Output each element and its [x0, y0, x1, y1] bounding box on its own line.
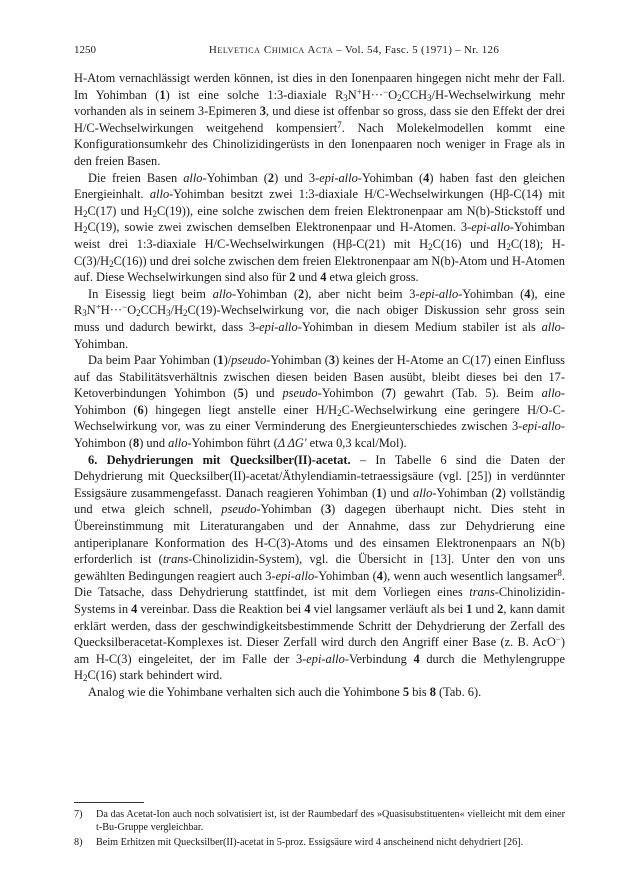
text-run: ) gewahrt (Tab. 5). Beim: [391, 386, 542, 401]
text-run: viel langsamer verläuft als bei: [310, 602, 467, 616]
compound-number: 2: [289, 270, 296, 285]
italic-term: epi-allo: [419, 286, 459, 301]
subscript: 3: [343, 92, 348, 103]
italic-term: pseudo: [221, 502, 257, 517]
text-run: bis: [409, 684, 430, 699]
text-run: -Chinolizidin-System), vgl. die Übersicht in [13]. Unter den von uns gewählten Bedingungen reagiert auch 3-: [74, 552, 565, 583]
journal-title: [144, 44, 564, 56]
italic-term: pseudo: [282, 386, 318, 401]
text-run: -Yohimban (: [458, 286, 525, 301]
compound-number: 2: [495, 485, 502, 500]
text-run: ) und: [243, 386, 283, 401]
compound-number: 1: [217, 353, 224, 368]
paragraph-4: [74, 352, 565, 452]
section-heading: 6. Dehydrierungen mit Quecksilber(II)-acetat.: [88, 452, 351, 467]
footnote-divider: [74, 802, 144, 803]
text-run: etwa gleich gross.: [326, 270, 419, 285]
text-run: etwa 0,3 kcal/Mol).: [306, 436, 407, 451]
text-run: (Tab. 6).: [435, 684, 482, 699]
italic-term: epi-allo: [522, 419, 561, 434]
text-run: -Yohimban.: [74, 319, 565, 351]
italic-term: epi-allo: [259, 319, 298, 334]
text-run: und: [295, 270, 321, 285]
compound-number: 5: [402, 684, 410, 699]
text-run: C(19)), eine solche zwischen dem freien Elektronenpaar am N(b)-Stickstoff und H: [74, 203, 565, 235]
subscript: 3: [82, 308, 87, 319]
compound-number: 6: [137, 402, 144, 417]
footnote-7: [74, 808, 565, 835]
text-run: C(19), sowie zwei zwischen demselben Elektronenpaar und H-Atomen. 3-: [87, 220, 472, 235]
paragraph-6: [74, 684, 565, 701]
text-run: C(16) stark behindert wird.: [87, 668, 223, 683]
subscript: 2: [82, 673, 88, 684]
compound-number: 4: [423, 170, 430, 185]
text-run: ) und: [382, 485, 413, 500]
text-run: -Yohimban (: [256, 502, 325, 517]
text-run: ) haben fast den gleichen Energieinhalt.: [74, 170, 566, 202]
compound-number: 7: [385, 386, 392, 401]
subscript: 3: [427, 92, 432, 103]
subscript: 2: [183, 308, 188, 319]
text-run: -Yohimban (: [266, 353, 329, 368]
text-run: -Verbindung: [344, 651, 414, 666]
text-run: ) hingegen liegt anstelle einer H/H: [143, 402, 338, 417]
paragraph-2: [74, 170, 565, 286]
compound-number: 3: [328, 353, 336, 368]
text-run: -Yohimban (: [357, 170, 424, 185]
subscript: 2: [397, 92, 402, 103]
italic-term: epi-allo: [306, 651, 345, 666]
text-run: ), eine R: [74, 286, 566, 318]
italic-term: trans: [469, 585, 495, 600]
text-run: durch die Methylengruppe H: [74, 651, 565, 683]
text-run: N: [347, 87, 357, 102]
italic-term: allo: [212, 286, 232, 301]
text-run: CCH: [401, 87, 428, 102]
superscript: −: [122, 302, 128, 313]
text-run: -Yohimbon führt (: [187, 436, 278, 451]
compound-number: 8: [133, 436, 140, 451]
text-run: In Eisessig liegt beim: [88, 286, 213, 301]
text-run: -Yohimbon (: [317, 386, 386, 401]
text-run: Analog wie die Yohimbane verhalten sich auch die Yohimbone: [88, 684, 403, 699]
paragraph-3: [74, 286, 565, 352]
text-run: ) keines der H-Atome an C(17) einen Einfluss auf das Stabilitätsverhältnis zwischen diesen beiden Basen ausübt, bleibt dieses bei den 17-Ketoverbindungen Yohimbon (: [74, 353, 565, 401]
text-run: -Yohimban (: [202, 170, 268, 185]
superscript: −: [555, 634, 561, 645]
italic-term: allo: [168, 436, 188, 451]
compound-number: 4: [304, 602, 311, 616]
compound-number: 5: [237, 386, 244, 401]
paragraph-5: [74, 452, 565, 684]
text-run: -Yohimban weist drei 1:3-diaxiale H/C-Wechselwirkungen (Hβ-C(21) mit H: [74, 220, 565, 251]
paragraph-1: [74, 70, 565, 170]
text-run: – In Tabelle 6 sind die Daten der Dehydrierung mit Quecksilber(II)-acetat/Äthylendiamin-tetraessigsäure (vgl. [25]) in verdünnter Essigsäure zusammengefasst. Danach reagieren Yohimban (: [74, 452, 565, 500]
text-run: H-Atom vernachlässigt werden können, ist dies in den Ionenpaaren hingegen nicht mehr der Fall. Im Yohimban (: [74, 71, 565, 102]
footnote-mark: 8): [74, 836, 83, 848]
italic-term: epi-allo: [319, 170, 358, 185]
italic-term: Δ ΔG': [277, 436, 307, 451]
compound-number: 4: [320, 270, 327, 285]
text-run: ) am H-C(3) eingeleitet, der im Falle der 3-: [74, 635, 565, 666]
text-run: ), aber nicht beim 3-: [304, 286, 420, 301]
italic-term: allo: [149, 187, 170, 202]
text-run: -Yohimbon (: [74, 386, 566, 417]
compound-number: 1: [466, 602, 473, 616]
text-run: -Yohimban (: [231, 286, 299, 301]
text-run: C(17) und H: [87, 203, 153, 218]
compound-number: 2: [298, 286, 305, 301]
text-run: C(18); H-C(3)/H: [74, 236, 566, 268]
footnote-text: Da das Acetat-Ion auch noch solvatisiert ist, ist der Raumbedarf des »Quasisubstituenten« vielleicht mit dem einer t-Bu-Gruppe vergleichbar.: [96, 809, 565, 834]
footnote-text: Beim Erhitzen mit Quecksilber(II)-acetat in 5-proz. Essigsäure wird 4 anscheinend nicht dehydriert [26].: [96, 836, 524, 848]
text-run: . Nach Molekelmodellen kommt eine Konfigurationsumkehr des Chinolizidingerüsts in den Ionenpaaren noch weniger in Frage als in den freien Basen.: [74, 120, 565, 168]
compound-number: 8: [429, 684, 436, 699]
italic-term: pseudo: [231, 353, 267, 368]
compound-number: 3: [324, 502, 332, 517]
text-run: ) vollständig und etwa gleich schnell,: [74, 485, 565, 517]
text-run: ) dagegen überhaupt nicht. Dies steht in Übereinstimmung mit Literaturangaben und der Annahme, dass zur Dehydrierung eine antiperiplanare Konformation des H-C(3)-Atoms und des einsamen Elektronenpaars an N(b) erforderlich ist (: [74, 502, 565, 567]
italic-term: allo: [541, 386, 561, 401]
subscript: 2: [82, 225, 88, 236]
subscript: 2: [136, 308, 141, 319]
text-run: -Yohimbon (: [74, 419, 565, 451]
text-run: /H: [170, 303, 184, 318]
compound-number: 1: [376, 485, 383, 500]
text-run: O: [127, 303, 137, 318]
text-run: , und diese ist offenbar so gross, dass sie den Effekt der drei H/C-Wechselwirkungen weitgehend kompensiert: [74, 104, 565, 135]
volume-info: – Vol. 54, Fasc. 5 (1971) – Nr. 126: [336, 44, 500, 56]
text-run: -Yohimban besitzt zwei 1:3-diaxiale H/C-Wechselwirkungen (Hβ-C(14) mit H: [74, 187, 566, 218]
compound-number: 4: [413, 651, 420, 666]
journal-name: Helvetica Chimica Acta: [208, 44, 334, 56]
text-run: -Yohimban (: [432, 485, 496, 500]
subscript: 3: [166, 308, 171, 319]
text-run: und: [472, 602, 498, 616]
text-run: /H-Wechselwirkung mehr vorhanden als in seinem 3-Epimeren: [74, 87, 565, 119]
subscript: 2: [337, 407, 342, 418]
footnote-8: [74, 836, 565, 849]
italic-term: allo: [183, 170, 203, 185]
text-run: )/: [223, 353, 232, 368]
compound-number: 4: [131, 602, 138, 616]
text-run: H···: [361, 87, 384, 102]
text-run: H···: [100, 303, 123, 318]
text-run: -Yohimban in diesem Medium stabiler ist als: [297, 319, 542, 334]
compound-number: 3: [259, 104, 266, 119]
running-header: [74, 44, 564, 60]
text-run: -Chinolizidin-Systems in: [74, 585, 565, 616]
compound-number: 1: [159, 87, 166, 102]
footnotes: [74, 808, 565, 850]
italic-term: epi-allo: [471, 220, 510, 235]
compound-number: 4: [376, 568, 383, 583]
text-run: C(16) und H: [432, 236, 507, 251]
page-number: 1250: [74, 44, 96, 56]
superscript: +: [95, 302, 101, 313]
text-run: N: [86, 303, 96, 318]
footnote-mark: 7): [74, 809, 83, 820]
subscript: 2: [428, 241, 433, 252]
footnote-ref[interactable]: 8: [557, 567, 562, 578]
compound-number: 2: [267, 170, 275, 185]
italic-term: allo: [541, 319, 561, 334]
text-run: O: [388, 87, 398, 102]
text-run: vereinbar. Dass die Reaktion bei: [137, 602, 305, 616]
compound-number: 2: [497, 602, 504, 616]
superscript: −: [383, 86, 389, 97]
italic-term: allo: [413, 485, 433, 500]
subscript: 2: [109, 258, 114, 269]
italic-term: epi-allo: [275, 568, 315, 583]
compound-number: 4: [524, 286, 531, 301]
text-run: C(16)) und drei solche zwischen dem freien Elektronenpaar am N(b)-Atom und H-Atomen auf. Diese Wechselwirkungen sind also für: [74, 253, 565, 285]
text-run: ) und: [139, 436, 169, 451]
text-run: CCH: [140, 303, 167, 318]
text-run: ) und 3-: [274, 170, 320, 185]
superscript: +: [356, 86, 362, 97]
text-run: Da beim Paar Yohimban (: [88, 353, 218, 368]
subscript: 2: [152, 208, 157, 219]
text-run: , kann damit erklärt werden, dass der geschwindigkeitsbestimmende Schritt der Dehydrierung der Zerfall des Quecksilberacetat-Komplexes ist. Dieser Zerfall wird durch den Angriff einer Base (z. B. AcO: [74, 602, 565, 650]
subscript: 2: [82, 208, 88, 219]
subscript: 2: [506, 241, 511, 252]
body-text: [74, 70, 565, 701]
text-run: C-Wechselwirkung eine geringere H/O-C-Wechselwirkung vor, was zu einer Verminderung des Energieunterschiedes zwischen 3-: [74, 402, 565, 434]
text-run: . Die Tatsache, dass Dehydrierung stattfindet, ist mit dem Vorliegen eines: [74, 568, 565, 600]
text-run: C(19)-Wechselwirkung vor, die nach obiger Diskussion sehr gross sein muss und dadurch bewirkt, dass 3-: [74, 303, 565, 334]
text-run: ) ist eine solche 1:3-diaxiale R: [165, 87, 344, 102]
footnote-ref[interactable]: 7: [337, 119, 342, 130]
text-run: -Yohimban (: [314, 568, 377, 583]
text-run: Die freien Basen: [88, 170, 184, 185]
text-run: ), wenn auch wesentlich langsamer: [382, 568, 558, 583]
italic-term: trans: [162, 552, 189, 567]
